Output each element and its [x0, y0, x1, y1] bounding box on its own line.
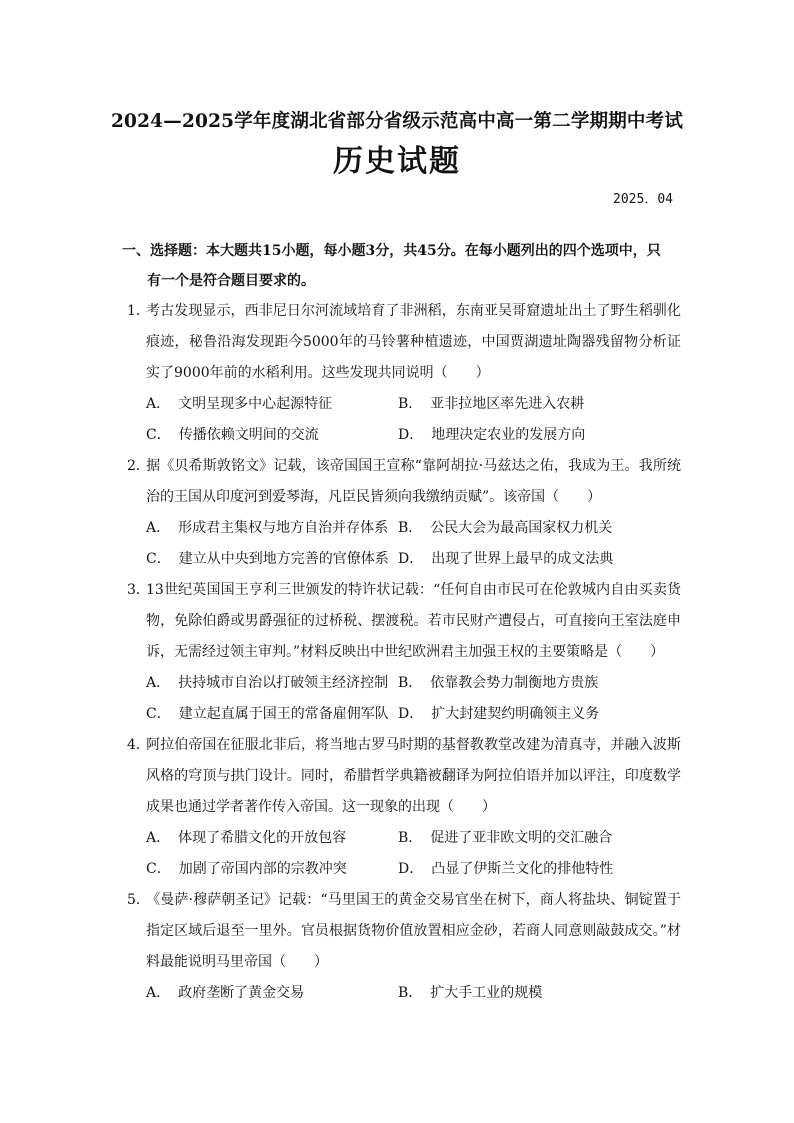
- section-header: [122, 236, 682, 296]
- option-c[interactable]: [146, 420, 398, 451]
- option-letter: C．: [146, 706, 171, 722]
- option-row: [127, 978, 681, 1009]
- option-b[interactable]: [398, 823, 650, 854]
- question-text: 阿拉伯帝国在征服北非后，将当地古罗马时期的基督教教堂改建为清真寺，并融入波斯风格的穹顶与拱门设计。同时，希腊哲学典籍被翻译为阿拉伯语并加以评注，印度数学成果也通过学者著作传入帝国。这一现象的出现（ ）: [146, 737, 681, 815]
- option-text: 建立起直属于国王的常备雇佣军队: [178, 706, 389, 722]
- option-c[interactable]: [146, 699, 398, 730]
- option-a[interactable]: [146, 823, 398, 854]
- option-letter: D．: [398, 551, 424, 567]
- option-row: [127, 420, 681, 451]
- question-2: [127, 451, 681, 575]
- option-b[interactable]: [398, 389, 650, 420]
- option-a[interactable]: [146, 513, 398, 544]
- option-a[interactable]: [146, 668, 398, 699]
- option-row: [127, 389, 681, 420]
- option-b[interactable]: [398, 513, 650, 544]
- option-letter: A．: [146, 520, 171, 536]
- option-text: 地理决定农业的发展方向: [431, 427, 586, 443]
- question-stem: [127, 296, 681, 389]
- option-letter: B．: [398, 985, 423, 1001]
- option-letter: A．: [146, 830, 171, 846]
- option-letter: B．: [398, 520, 423, 536]
- option-text: 传播依赖文明间的交流: [178, 427, 319, 443]
- option-letter: B．: [398, 830, 423, 846]
- option-text: 建立从中央到地方完善的官僚体系: [178, 551, 389, 567]
- option-letter: D．: [398, 706, 424, 722]
- question-1: [127, 296, 681, 451]
- option-text: 扩大手工业的规模: [430, 985, 543, 1001]
- question-3: [127, 575, 681, 730]
- option-text: 凸显了伊斯兰文化的排他特性: [431, 861, 614, 877]
- subject-title: 历史试题: [333, 144, 461, 179]
- section-label: 一、选择题：本大题共15小题，每小题3分，共45分。在每小题列出的四个选项中，只: [122, 243, 661, 259]
- option-a[interactable]: [146, 389, 398, 420]
- option-b[interactable]: [398, 668, 650, 699]
- option-d[interactable]: [398, 544, 650, 575]
- question-text: 13世纪英国国王亨利三世颁发的特许状记载：“任何自由市民可在伦敦城内自由买卖货物，免除伯爵或男爵强征的过桥税、摆渡税。若市民财产遭侵占，可直接向王室法庭申诉，无需经过领主审判。”材料反映出中世纪欧洲君主加强王权的主要策略是（ ）: [146, 582, 681, 660]
- option-text: 出现了世界上最早的成文法典: [431, 551, 614, 567]
- exam-date: 2025．04: [613, 192, 673, 207]
- option-row: [127, 699, 681, 730]
- option-letter: D．: [398, 861, 424, 877]
- option-text: 形成君主集权与地方自治并存体系: [178, 520, 389, 536]
- option-text: 文明呈现多中心起源特征: [178, 396, 333, 412]
- question-4: [127, 730, 681, 885]
- option-letter: A．: [146, 396, 171, 412]
- option-text: 加剧了帝国内部的宗教冲突: [178, 861, 347, 877]
- option-letter: D．: [398, 427, 424, 443]
- option-letter: B．: [398, 396, 423, 412]
- option-row: [127, 823, 681, 854]
- option-text: 公民大会为最高国家权力机关: [430, 520, 613, 536]
- option-b[interactable]: [398, 978, 650, 1009]
- question-5: [127, 885, 681, 1009]
- question-number: 4．: [127, 737, 150, 753]
- option-text: 依靠教会势力制衡地方贵族: [430, 675, 599, 691]
- option-row: [127, 854, 681, 885]
- option-d[interactable]: [398, 420, 650, 451]
- option-letter: B．: [398, 675, 423, 691]
- option-letter: A．: [146, 985, 171, 1001]
- question-text: 据《贝希斯敦铭文》记载，该帝国国王宣称“靠阿胡拉·马兹达之佑，我成为王。我所统治的王国从印度河到爱琴海，凡臣民皆须向我缴纳贡赋”。该帝国（ ）: [146, 458, 681, 505]
- question-number: 2．: [127, 458, 150, 474]
- option-text: 政府垄断了黄金交易: [178, 985, 305, 1001]
- option-text: 扩大封建契约明确领主义务: [431, 706, 600, 722]
- question-text: 《曼萨·穆萨朝圣记》记载：“马里国王的黄金交易官坐在树下，商人将盐块、铜锭置于指定区域后退至一里外。官员根据货物价值放置相应金砂，若商人同意则敲鼓成交。”材料最能说明马里帝国（ ）: [146, 892, 681, 970]
- option-text: 扶持城市自治以打破领主经济控制: [178, 675, 389, 691]
- option-text: 体现了希腊文化的开放包容: [178, 830, 347, 846]
- option-letter: C．: [146, 861, 171, 877]
- question-stem: [127, 575, 681, 668]
- question-stem: [127, 730, 681, 823]
- question-list: [127, 296, 681, 1009]
- question-stem: [127, 885, 681, 978]
- question-number: 3．: [127, 582, 150, 598]
- exam-title: 2024—2025学年度湖北省部分省级示范高中高一第二学期期中考试: [110, 111, 684, 132]
- option-a[interactable]: [146, 978, 398, 1009]
- option-text: 促进了亚非欧文明的交汇融合: [430, 830, 613, 846]
- section-label-cont: 有一个是符合题目要求的。: [147, 273, 315, 289]
- option-letter: C．: [146, 427, 171, 443]
- option-row: [127, 544, 681, 575]
- option-d[interactable]: [398, 854, 650, 885]
- question-text: 考古发现显示，西非尼日尔河流域培育了非洲稻，东南亚吴哥窟遗址出土了野生稻驯化痕迹，秘鲁沿海发现距今5000年的马铃薯种植遗迹，中国贾湖遗址陶器残留物分析证实了9000年前的水稻利用。这些发现共同说明（ ）: [146, 303, 681, 381]
- option-row: [127, 668, 681, 699]
- option-d[interactable]: [398, 699, 650, 730]
- option-letter: C．: [146, 551, 171, 567]
- question-number: 1．: [127, 303, 150, 319]
- option-text: 亚非拉地区率先进入农耕: [430, 396, 585, 412]
- question-stem: [127, 451, 681, 513]
- option-c[interactable]: [146, 544, 398, 575]
- option-letter: A．: [146, 675, 171, 691]
- option-row: [127, 513, 681, 544]
- option-c[interactable]: [146, 854, 398, 885]
- question-number: 5．: [127, 892, 150, 908]
